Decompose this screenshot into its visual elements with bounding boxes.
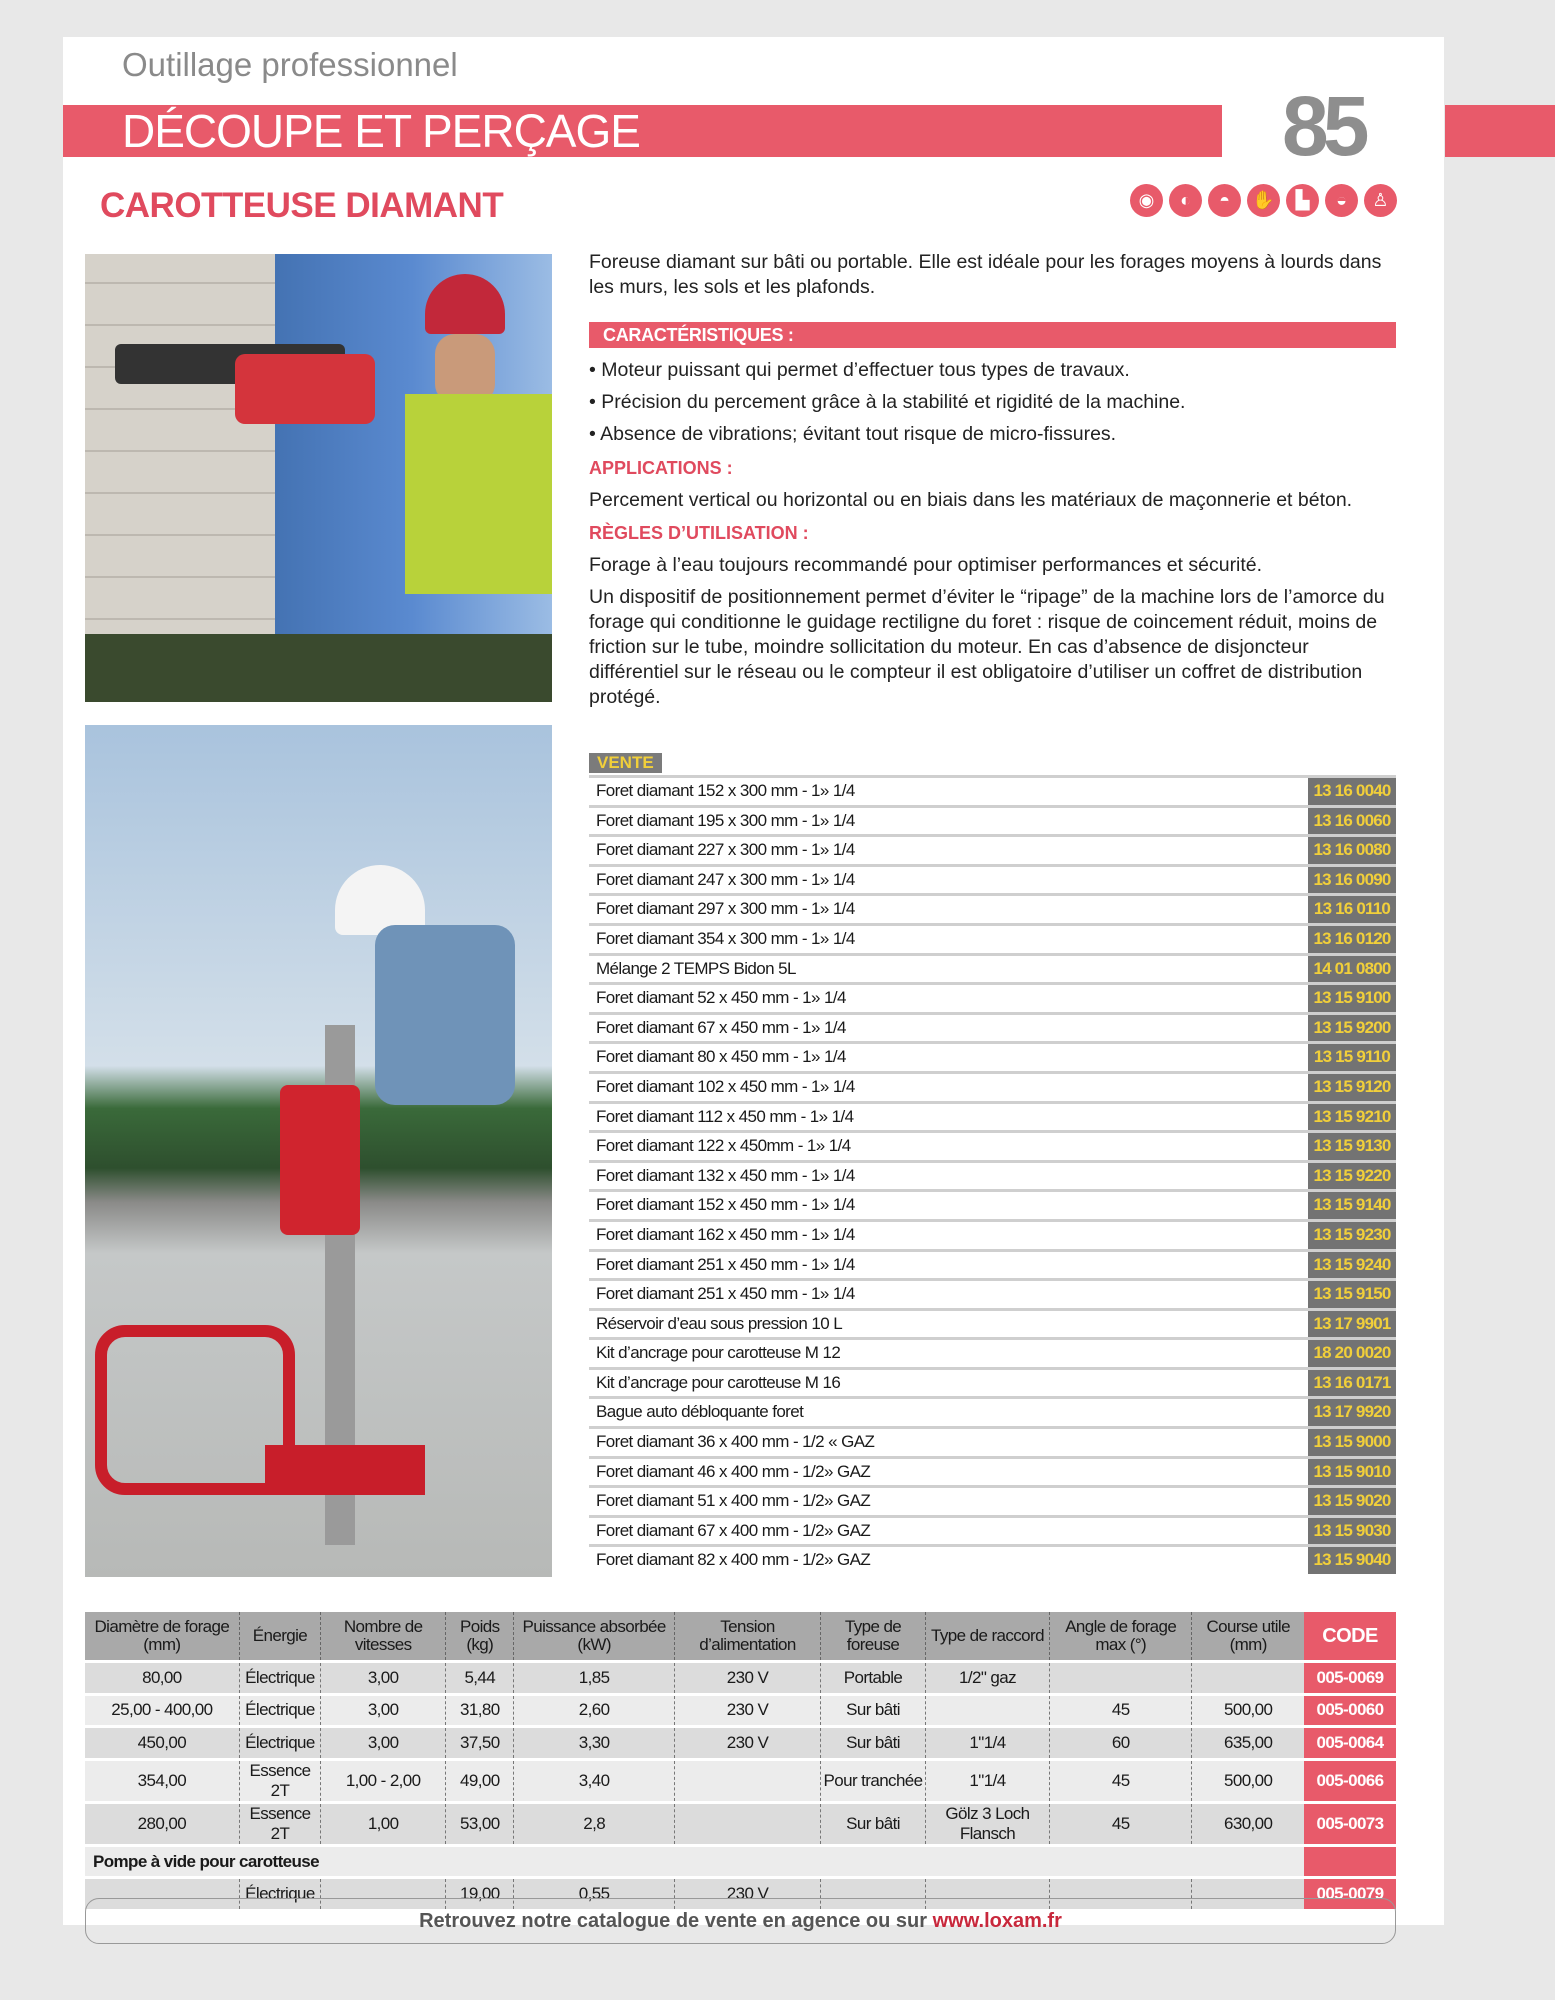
spec-cell: 450,00	[85, 1727, 239, 1760]
spec-cell: 1,85	[514, 1662, 674, 1695]
section-bar-edge	[1445, 105, 1555, 157]
applications-text: Percement vertical ou horizontal ou en biais dans les matériaux de maçonnerie et béton.	[589, 489, 1353, 511]
item-label: Foret diamant 102 x 450 mm - 1» 1/4	[596, 1076, 855, 1096]
spec-cell: 3,40	[514, 1759, 674, 1802]
characteristics-header	[589, 322, 1396, 348]
column-header: Poids (kg)	[446, 1612, 514, 1662]
item-label: Foret diamant 354 x 300 mm - 1» 1/4	[596, 928, 855, 948]
item-label: Foret diamant 67 x 450 mm - 1» 1/4	[596, 1017, 846, 1037]
spec-row	[85, 1759, 1396, 1802]
vente-row	[589, 1367, 1396, 1397]
spec-cell: Électrique	[239, 1878, 320, 1909]
spec-cell	[1192, 1662, 1304, 1695]
spec-cell: Pour tranchée	[821, 1759, 926, 1802]
item-code: 14 01 0800	[1308, 956, 1396, 983]
item-label: Kit d’ancrage pour carotteuse M 16	[596, 1372, 841, 1392]
item-code: 13 17 9901	[1308, 1311, 1396, 1338]
product-intro: Foreuse diamant sur bâti ou portable. Elle est idéale pour les forages moyens à lourds dans les murs, les sols et les plafonds.	[589, 251, 1382, 298]
item-code: 13 16 0110	[1308, 896, 1396, 923]
item-label: Foret diamant 122 x 450mm - 1» 1/4	[596, 1136, 851, 1156]
spec-cell: Électrique	[239, 1694, 320, 1727]
item-code: 13 15 9020	[1308, 1488, 1396, 1515]
spec-cell: Portable	[821, 1662, 926, 1695]
spec-cell: Sur bâti	[821, 1802, 926, 1845]
item-code: 13 15 9220	[1308, 1163, 1396, 1190]
vente-row	[589, 1219, 1396, 1249]
vente-row	[589, 1426, 1396, 1456]
rules-title: RÈGLES D’UTILISATION :	[589, 523, 809, 543]
vente-row	[589, 953, 1396, 983]
spec-cell: 3,30	[514, 1727, 674, 1760]
vente-table	[589, 775, 1396, 1574]
spec-cell: 45	[1050, 1694, 1192, 1727]
footer-banner	[85, 1898, 1396, 1944]
item-code: 13 15 9140	[1308, 1192, 1396, 1219]
vente-row	[589, 1278, 1396, 1308]
spec-cell: 230 V	[674, 1694, 820, 1727]
product-title: CAROTTEUSE DIAMANT	[100, 186, 504, 225]
item-code: 13 15 9030	[1308, 1518, 1396, 1545]
spec-cell	[674, 1802, 820, 1845]
section-title: DÉCOUPE ET PERÇAGE	[122, 105, 640, 157]
gloves-icon: ✋	[1247, 184, 1280, 217]
item-label: Foret diamant 82 x 400 mm - 1/2» GAZ	[596, 1550, 871, 1570]
spec-cell: 45	[1050, 1759, 1192, 1802]
spec-cell: 25,00 - 400,00	[85, 1694, 239, 1727]
spec-code: 005-0073	[1304, 1802, 1396, 1845]
spec-code: 005-0064	[1304, 1727, 1396, 1760]
page-number: 85	[1282, 79, 1364, 173]
spec-cell: 37,50	[446, 1727, 514, 1760]
spec-cell: 3,00	[321, 1694, 446, 1727]
spec-cell: 53,00	[446, 1802, 514, 1845]
vente-label: VENTE	[589, 753, 662, 773]
vente-row	[589, 1189, 1396, 1219]
item-label: Foret diamant 227 x 300 mm - 1» 1/4	[596, 840, 855, 860]
spec-row	[85, 1662, 1396, 1695]
spec-cell: 3,00	[321, 1662, 446, 1695]
spec-cell: 230 V	[674, 1878, 820, 1909]
spec-cell: 635,00	[1192, 1727, 1304, 1760]
spec-cell: Essence 2T	[239, 1802, 320, 1845]
spec-cell: 2,8	[514, 1802, 674, 1845]
spec-cell: 280,00	[85, 1802, 239, 1845]
rules-text-1: Forage à l’eau toujours recommandé pour optimiser performances et sécurité.	[589, 554, 1263, 576]
item-code: 13 15 9010	[1308, 1459, 1396, 1486]
item-code: 13 15 9110	[1308, 1044, 1396, 1071]
item-label: Foret diamant 247 x 300 mm - 1» 1/4	[596, 869, 855, 889]
rules-text-2: Un dispositif de positionnement permet d’éviter le “ripage” de la machine lors de l’amorce du forage qui conditionne le guidage rectiligne du foret : risque de coincement réduit, moins de friction sur le tube, moindre sollicitation du moteur. En cas d’absence de disjoncteur différentiel sur le réseau ou le compteur il est obligatoire d’utiliser un coffret de distribution protégé.	[589, 586, 1385, 708]
spec-cell: 31,80	[446, 1694, 514, 1727]
column-header: Type de raccord	[925, 1612, 1049, 1662]
item-code: 13 15 9200	[1308, 1015, 1396, 1042]
item-label: Réservoir d’eau sous pression 10 L	[596, 1313, 843, 1333]
item-label: Foret diamant 251 x 450 mm - 1» 1/4	[596, 1284, 855, 1304]
helmet-icon: ◓	[1208, 184, 1241, 217]
vente-row	[589, 1130, 1396, 1160]
item-label: Foret diamant 36 x 400 mm - 1/2 « GAZ	[596, 1432, 875, 1452]
spec-cell: 1,00	[321, 1802, 446, 1845]
item-code: 13 15 9120	[1308, 1074, 1396, 1101]
vente-row	[589, 1249, 1396, 1279]
vente-row	[589, 1544, 1396, 1574]
applications-title: APPLICATIONS :	[589, 458, 733, 478]
item-label: Foret diamant 80 x 450 mm - 1» 1/4	[596, 1047, 846, 1067]
column-header: Nombre de vitesses	[321, 1612, 446, 1662]
spec-cell: 1"1/4	[925, 1727, 1049, 1760]
characteristic-item: • Moteur puissant qui permet d’effectuer tous types de travaux.	[589, 359, 1130, 381]
item-label: Foret diamant 162 x 450 mm - 1» 1/4	[596, 1224, 855, 1244]
item-label: Foret diamant 51 x 400 mm - 1/2» GAZ	[596, 1491, 871, 1511]
item-label: Foret diamant 152 x 300 mm - 1» 1/4	[596, 781, 855, 800]
ear-protection-icon: ◐	[1169, 184, 1202, 217]
spec-cell: 5,44	[446, 1662, 514, 1695]
spec-cell: 1/2" gaz	[925, 1662, 1049, 1695]
item-code: 13 15 9230	[1308, 1222, 1396, 1249]
column-header: Énergie	[239, 1612, 320, 1662]
column-header: Type de foreuse	[821, 1612, 926, 1662]
vente-row	[589, 1337, 1396, 1367]
item-code: 13 16 0080	[1308, 837, 1396, 864]
specs-table	[85, 1612, 1396, 1909]
vente-row	[589, 1012, 1396, 1042]
spec-cell: 354,00	[85, 1759, 239, 1802]
column-header: Course utile (mm)	[1192, 1612, 1304, 1662]
column-header: Diamètre de forage (mm)	[85, 1612, 239, 1662]
vente-row	[589, 1456, 1396, 1486]
spec-code: 005-0060	[1304, 1694, 1396, 1727]
group-label: Pompe à vide pour carotteuse	[85, 1845, 1304, 1878]
vente-row	[589, 893, 1396, 923]
item-label: Foret diamant 195 x 300 mm - 1» 1/4	[596, 810, 855, 830]
spec-cell	[674, 1759, 820, 1802]
spec-cell: 3,00	[321, 1727, 446, 1760]
item-code: 13 16 0090	[1308, 867, 1396, 894]
spec-cell: 45	[1050, 1802, 1192, 1845]
column-header: Puissance absorbée (kW)	[514, 1612, 674, 1662]
item-label: Foret diamant 152 x 450 mm - 1» 1/4	[596, 1195, 855, 1215]
category-heading: Outillage professionnel	[122, 46, 458, 83]
item-code: 13 16 0040	[1308, 778, 1396, 805]
vente-row	[589, 1071, 1396, 1101]
vente-row	[589, 1101, 1396, 1131]
spec-cell: 0,55	[514, 1878, 674, 1909]
item-code: 13 15 9210	[1308, 1104, 1396, 1131]
item-code: 13 15 9000	[1308, 1429, 1396, 1456]
spec-cell: Essence 2T	[239, 1759, 320, 1802]
vente-row	[589, 1396, 1396, 1426]
spec-cell: Électrique	[239, 1727, 320, 1760]
spec-cell: Gölz 3 Loch Flansch	[925, 1802, 1049, 1845]
product-photo-portable-drill	[85, 254, 552, 702]
item-label: Foret diamant 112 x 450 mm - 1» 1/4	[596, 1106, 854, 1126]
spec-cell: Sur bâti	[821, 1694, 926, 1727]
spec-code: 005-0079	[1304, 1878, 1396, 1909]
item-code: 13 15 9130	[1308, 1133, 1396, 1160]
spec-cell: 500,00	[1192, 1694, 1304, 1727]
item-label: Foret diamant 297 x 300 mm - 1» 1/4	[596, 899, 855, 919]
coverall-icon: ♙	[1364, 184, 1397, 217]
face-mask-icon: ◒	[1325, 184, 1358, 217]
spec-cell: 2,60	[514, 1694, 674, 1727]
item-label: Bague auto débloquante foret	[596, 1402, 804, 1422]
spec-row	[85, 1694, 1396, 1727]
item-label: Foret diamant 251 x 450 mm - 1» 1/4	[596, 1254, 855, 1274]
item-label: Foret diamant 132 x 450 mm - 1» 1/4	[596, 1165, 855, 1185]
item-code: 13 15 9150	[1308, 1281, 1396, 1308]
item-label: Mélange 2 TEMPS Bidon 5L	[596, 958, 796, 978]
spec-code: 005-0069	[1304, 1662, 1396, 1695]
spec-cell	[925, 1694, 1049, 1727]
vente-row	[589, 805, 1396, 835]
spec-cell: 19,00	[446, 1878, 514, 1909]
vente-row	[589, 1041, 1396, 1071]
vente-row	[589, 1515, 1396, 1545]
safety-icons	[1130, 184, 1397, 217]
vente-row	[589, 775, 1396, 805]
item-code: 13 16 0120	[1308, 926, 1396, 953]
column-header: Angle de forage max (°)	[1050, 1612, 1192, 1662]
vente-row	[589, 1308, 1396, 1338]
spec-cell: 49,00	[446, 1759, 514, 1802]
safety-boots-icon: ▙	[1286, 184, 1319, 217]
vente-row	[589, 864, 1396, 894]
characteristic-item: • Précision du percement grâce à la stabilité et rigidité de la machine.	[589, 391, 1186, 413]
vente-row	[589, 1160, 1396, 1190]
spec-cell: 1,00 - 2,00	[321, 1759, 446, 1802]
characteristics-list	[589, 358, 1399, 447]
item-code: 18 20 0020	[1308, 1340, 1396, 1367]
spec-cell: 1"1/4	[925, 1759, 1049, 1802]
spec-row	[85, 1802, 1396, 1845]
spec-row	[85, 1727, 1396, 1760]
item-code: 13 16 0171	[1308, 1370, 1396, 1397]
spec-cell: 60	[1050, 1727, 1192, 1760]
goggles-icon: ◉	[1130, 184, 1163, 217]
spec-cell	[1050, 1662, 1192, 1695]
characteristic-item: • Absence de vibrations; évitant tout risque de micro-fissures.	[589, 423, 1117, 445]
spec-code	[1304, 1845, 1396, 1878]
spec-code: 005-0066	[1304, 1759, 1396, 1802]
spec-cell: 230 V	[674, 1727, 820, 1760]
spec-group-row	[85, 1845, 1396, 1878]
vente-row	[589, 834, 1396, 864]
footer-text: Retrouvez notre catalogue de vente en agence ou sur	[419, 1910, 933, 1932]
spec-cell: 80,00	[85, 1662, 239, 1695]
item-code: 13 15 9100	[1308, 985, 1396, 1012]
website-link[interactable]: www.loxam.fr	[932, 1910, 1062, 1932]
item-label: Foret diamant 52 x 450 mm - 1» 1/4	[596, 988, 846, 1008]
column-header: CODE	[1304, 1612, 1396, 1662]
product-photo-stand-drill	[85, 725, 552, 1577]
item-label: Kit d’ancrage pour carotteuse M 12	[596, 1343, 841, 1363]
spec-cell: 230 V	[674, 1662, 820, 1695]
spec-cell: 500,00	[1192, 1759, 1304, 1802]
item-code: 13 15 9240	[1308, 1252, 1396, 1279]
vente-row	[589, 923, 1396, 953]
item-code: 13 16 0060	[1308, 808, 1396, 835]
characteristics-title: CARACTÉRISTIQUES :	[603, 325, 794, 345]
item-label: Foret diamant 67 x 400 mm - 1/2» GAZ	[596, 1520, 871, 1540]
item-code: 13 15 9040	[1308, 1547, 1396, 1574]
column-header: Tension d’alimentation	[674, 1612, 820, 1662]
vente-row	[589, 1485, 1396, 1515]
spec-cell: Sur bâti	[821, 1727, 926, 1760]
spec-cell: Électrique	[239, 1662, 320, 1695]
vente-row	[589, 982, 1396, 1012]
spec-cell: 630,00	[1192, 1802, 1304, 1845]
item-code: 13 17 9920	[1308, 1399, 1396, 1426]
item-label: Foret diamant 46 x 400 mm - 1/2» GAZ	[596, 1461, 871, 1481]
